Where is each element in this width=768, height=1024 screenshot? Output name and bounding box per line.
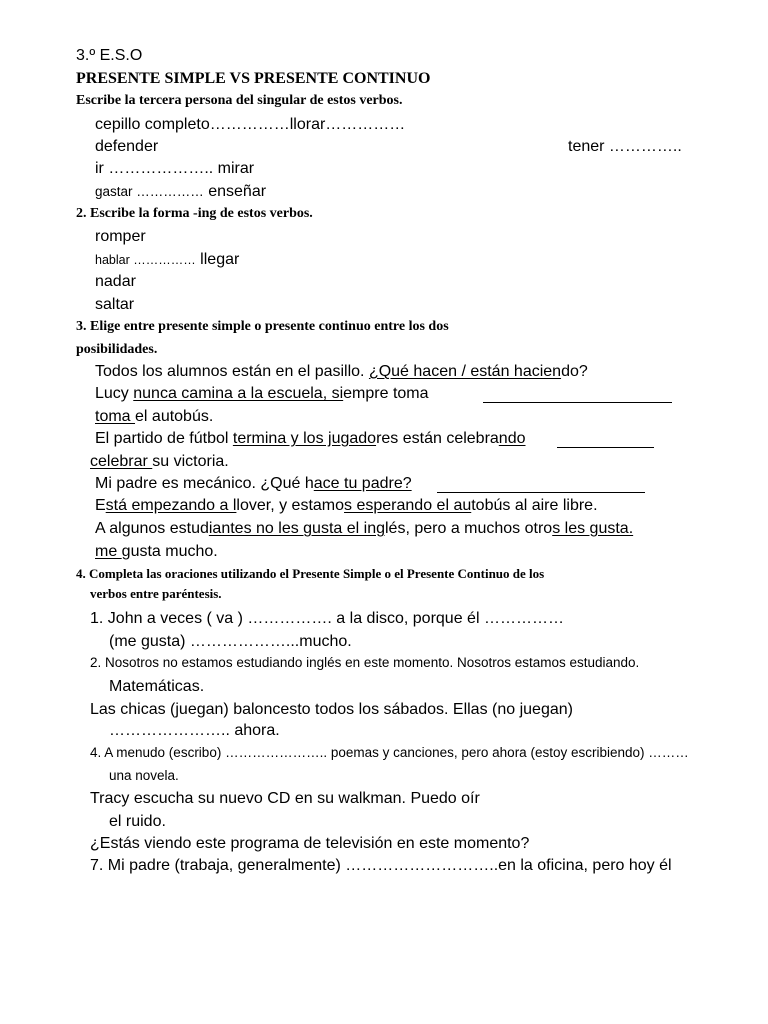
section-4-heading-line-1: 4. Completa las oraciones utilizando el Presente Simple o el Presente Continuo de los xyxy=(76,566,545,581)
s1-line-1: cepillo completo……………llorar…………… xyxy=(95,116,406,133)
s3-row-9-text: gusta mucho. xyxy=(121,543,218,560)
s2-line-1: romper xyxy=(95,228,146,245)
s3-row-4-underlined-end: ndo xyxy=(498,430,526,447)
s3-row-4-mid: res están celebra xyxy=(376,430,499,447)
s3-row-2 xyxy=(95,386,429,402)
section-2-heading: 2. Escribe la forma -ing de estos verbos. xyxy=(76,206,313,221)
s3-row-1 xyxy=(95,364,588,380)
s3-row-8-a: A algunos estud xyxy=(95,520,209,537)
section-3-heading-line-1: 3. Elige entre presente simple o presente continuo entre los dos xyxy=(76,319,449,334)
s1-line-2-right: tener ………….. xyxy=(568,138,682,155)
s1-line-4 xyxy=(95,184,266,200)
s3-row-2-text: Lucy xyxy=(95,385,134,402)
s3-row-1-text: Todos los alumnos están en el pasillo. xyxy=(95,363,369,380)
s4-q5-line-1: Tracy escucha su nuevo CD en su walkman. Puedo oír xyxy=(90,790,480,807)
s3-row-5-text: su victoria. xyxy=(152,453,229,470)
s1-line-2-left: defender xyxy=(95,138,159,155)
s4-q7: 7. Mi padre (trabaja, generalmente) ………………………..en la oficina, pero hoy él xyxy=(90,857,672,874)
s3-row-7 xyxy=(95,498,598,514)
s3-row-7-underlined-2: s esperando el au xyxy=(344,497,472,514)
s4-q1-line-2: (me gusta) ………………...mucho. xyxy=(109,633,352,650)
s3-row-6-text: Mi padre es mecánico. ¿Qué h xyxy=(95,475,314,492)
s3-row-5-underlined: celebrar xyxy=(90,453,153,470)
s3-row-6 xyxy=(95,476,412,492)
s3-row-7-c: lover, y estamo xyxy=(236,497,345,514)
section-3-heading-line-2: posibilidades. xyxy=(76,342,158,357)
s3-row-6-answer-line xyxy=(437,492,645,493)
s4-q2-line-2: Matemáticas. xyxy=(109,678,205,695)
s4-q3-line-1: Las chicas (juegan) baloncesto todos los sábados. Ellas (no juegan) xyxy=(90,701,573,718)
s3-row-8-c: lés, pero a muchos otro xyxy=(385,520,553,537)
s3-row-1-end: do? xyxy=(561,363,588,380)
s3-row-4-answer-line xyxy=(557,447,654,448)
grade-label: 3.º E.S.O xyxy=(76,47,143,64)
s3-row-7-e: tobús al aire libre. xyxy=(471,497,598,514)
s1-line-4-ensenar: enseñar xyxy=(203,183,267,200)
s2-line-4: saltar xyxy=(95,296,135,313)
s4-q4-line-1: 4. A menudo (escribo) ………………….. poemas y canciones, pero ahora (estoy escribiendo) ……… xyxy=(90,745,689,760)
s4-q3-line-2: ………………….. ahora. xyxy=(109,722,280,739)
s4-q2-line-1: 2. Nosotros no estamos estudiando inglés en este momento. Nosotros estamos estudiando. xyxy=(90,655,640,670)
section-4-heading-line-2: verbos entre paréntesis. xyxy=(90,586,222,601)
s3-row-8-underlined-1: iantes no les gusta el ing xyxy=(208,520,385,537)
s3-row-6-underlined: ace tu padre? xyxy=(313,475,412,492)
s3-row-8 xyxy=(95,521,633,537)
s3-row-4 xyxy=(95,431,526,447)
page-title: PRESENTE SIMPLE VS PRESENTE CONTINUO xyxy=(76,70,431,87)
s3-row-4-text: El partido de fútbol xyxy=(95,430,233,447)
s3-row-5 xyxy=(90,454,229,470)
s4-q5-line-2: el ruido. xyxy=(109,813,166,830)
s3-row-7-underlined-1: stá empezando a l xyxy=(105,497,237,514)
s3-row-3 xyxy=(95,409,213,425)
s2-line-2-llegar: llegar xyxy=(195,251,240,268)
s3-row-9 xyxy=(95,544,218,560)
s1-line-3: ir ……………….. mirar xyxy=(95,160,255,177)
s3-row-2-answer-line xyxy=(483,402,672,403)
s3-row-9-underlined: me xyxy=(95,543,122,560)
s3-row-2-underlined: nunca camina a la escuela, si xyxy=(133,385,344,402)
s3-row-3-text: el autobús. xyxy=(135,408,214,425)
s4-q1-line-1: 1. John a veces ( va ) ……………. a la disco, porque él …………… xyxy=(90,610,564,627)
s3-row-7-a: E xyxy=(95,497,106,514)
s3-row-8-underlined-2: s les gusta. xyxy=(552,520,634,537)
s1-line-4-gastar: gastar …………… xyxy=(95,184,204,199)
s3-row-1-underlined: ¿Qué hacen / están hacien xyxy=(368,363,562,380)
section-1-heading: Escribe la tercera persona del singular de estos verbos. xyxy=(76,93,403,108)
s4-q6: ¿Estás viendo este programa de televisión en este momento? xyxy=(90,835,530,852)
s2-line-2 xyxy=(95,252,239,268)
s2-line-2-hablar: hablar …………… xyxy=(95,253,196,267)
s3-row-4-underlined: termina y los jugado xyxy=(232,430,377,447)
s4-q4-line-2: una novela. xyxy=(109,768,179,783)
s3-row-3-underlined: toma xyxy=(95,408,136,425)
s3-row-2-end: empre toma xyxy=(343,385,429,402)
s2-line-3: nadar xyxy=(95,273,136,290)
